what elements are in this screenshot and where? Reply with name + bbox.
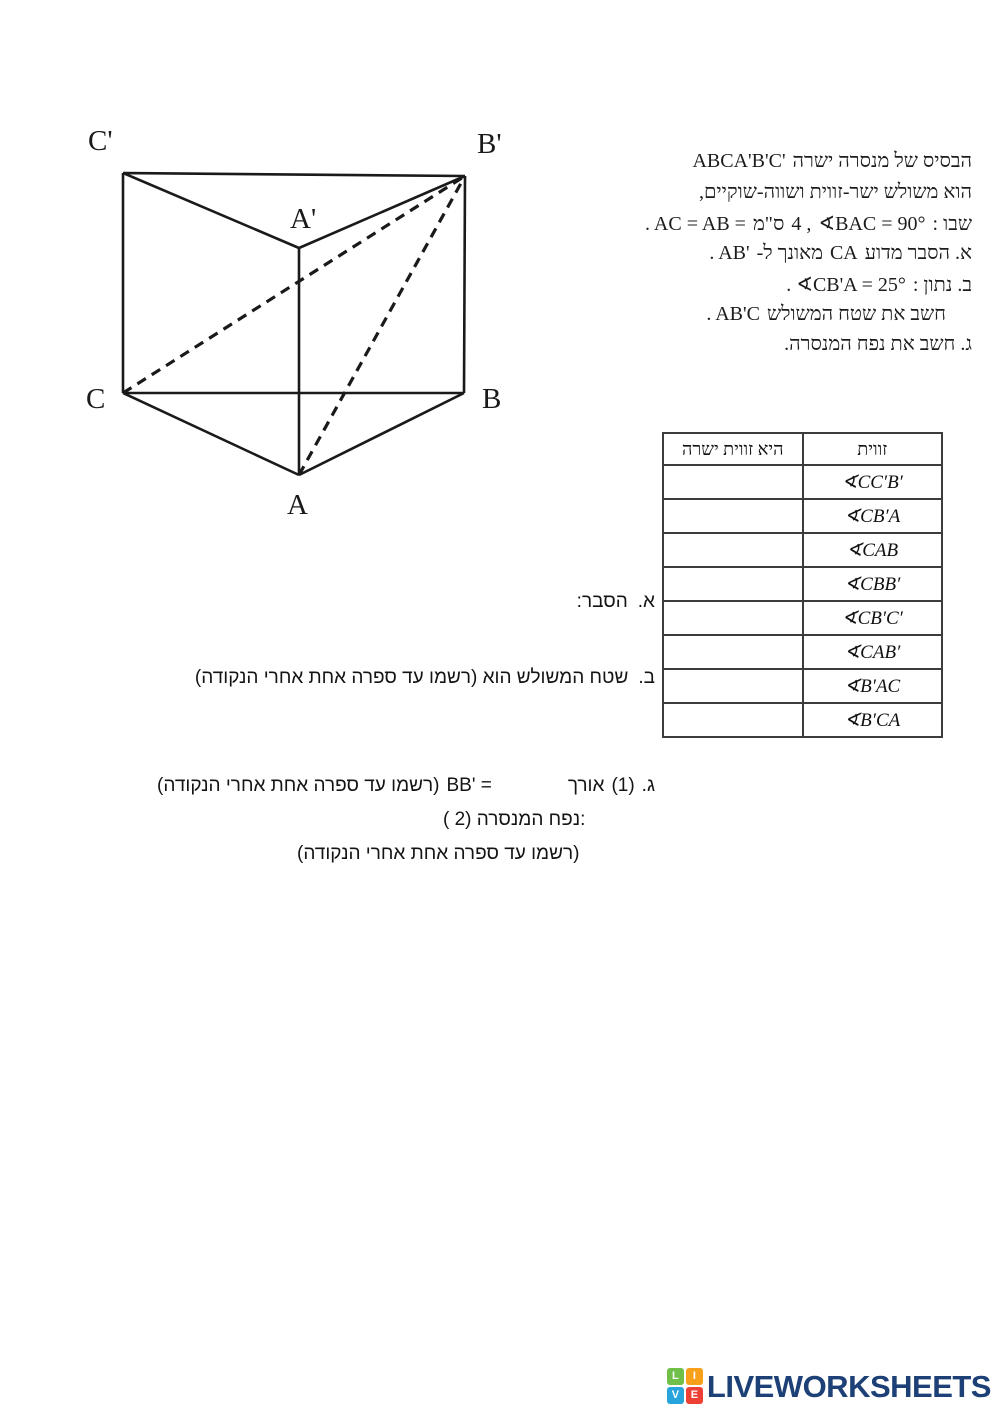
- answer-cell[interactable]: [663, 669, 803, 703]
- question-c2: [443, 809, 585, 831]
- problem-line-1-text: הבסיס של מנסרה ישרה: [792, 150, 972, 172]
- vertex-label-c-prime: C': [88, 125, 113, 157]
- triangle-ab-prime-c: . AB'C: [706, 302, 760, 325]
- liveworksheets-icon: [667, 1368, 703, 1404]
- vertex-label-b-prime: B': [477, 128, 502, 160]
- answer-cell[interactable]: [663, 533, 803, 567]
- problem-line-6: [532, 303, 972, 334]
- vertex-label-b: B: [482, 383, 502, 415]
- question-a-label: א.: [637, 591, 655, 612]
- given-angle-equation: ∢BAC = 90°: [818, 213, 926, 235]
- question-a: [577, 591, 655, 613]
- vertex-label-a: A: [287, 489, 308, 521]
- question-a-text: הסבר:: [576, 591, 628, 612]
- table-row: [663, 533, 942, 567]
- given-sides-equation: . AC = AB =: [645, 213, 746, 235]
- problem-line-7: [532, 333, 972, 364]
- compute-area-text: חשב את שטח המשולש: [766, 302, 946, 325]
- edge-atop-btop: [299, 176, 465, 248]
- question-c2-text: ( 2) נפח המנסרה:: [443, 809, 586, 830]
- angles-table: [662, 432, 943, 738]
- problem-statement: [532, 150, 972, 364]
- logo-tile-v: V: [667, 1387, 684, 1404]
- question-c3: [297, 843, 579, 865]
- angle-column-header: זווית: [803, 433, 943, 465]
- segment-ab-prime: . AB': [709, 241, 750, 264]
- table-row: [663, 703, 942, 737]
- part-c-prompt: ג. חשב את נפח המנסרה.: [784, 333, 972, 355]
- angle-cell: ∢CBB′: [803, 567, 943, 601]
- problem-line-1: [532, 150, 972, 181]
- vertex-label-c: C: [86, 383, 106, 415]
- prism-diagram: [60, 95, 510, 535]
- angle-cell: ∢B′AC: [803, 669, 943, 703]
- cm-unit: ס"מ: [752, 213, 785, 235]
- angle-cell: ∢CB′A: [803, 499, 943, 533]
- answer-cell[interactable]: [663, 567, 803, 601]
- answer-column-header: היא זווית ישרה: [663, 433, 803, 465]
- logo-wordmark: LIVEWORKSHEETS: [706, 1368, 991, 1404]
- part-b-given-text: ב. נתון :: [912, 274, 972, 296]
- prism-name: ABCA'B'C': [692, 150, 786, 172]
- edge-ctop-atop: [123, 173, 299, 248]
- edge-b-btop: [464, 176, 465, 393]
- table-header-row: [663, 433, 942, 465]
- vertex-label-a-prime: A': [290, 203, 317, 235]
- logo-tile-i: I: [686, 1368, 703, 1385]
- in-which-word: שבו :: [932, 213, 972, 235]
- table-row: [663, 635, 942, 669]
- given-angle-25: . ∢CB'A = 25°: [786, 274, 906, 296]
- liveworksheets-logo[interactable]: [667, 1368, 991, 1404]
- problem-line-4: [532, 242, 972, 273]
- question-c3-hint: (רשמו עד ספרה אחת אחרי הנקודה): [297, 843, 580, 864]
- length-word: אורך: [567, 775, 605, 796]
- answer-cell[interactable]: [663, 465, 803, 499]
- answer-cell[interactable]: [663, 635, 803, 669]
- table-row: [663, 465, 942, 499]
- question-b: [195, 667, 655, 689]
- question-c1-hint: (רשמו עד ספרה אחת אחרי הנקודה): [157, 775, 440, 796]
- table-row: [663, 601, 942, 635]
- logo-tile-l: L: [667, 1368, 684, 1385]
- edge-c-a: [123, 393, 299, 475]
- problem-line-5: [532, 272, 972, 303]
- answer-cell[interactable]: [663, 499, 803, 533]
- question-c1-number: (1): [611, 775, 635, 796]
- problem-line-2: [532, 181, 972, 212]
- length-answer-area[interactable]: [499, 790, 561, 791]
- answer-cell[interactable]: [663, 703, 803, 737]
- question-c-label: ג.: [641, 775, 655, 796]
- edge-ctop-btop: [123, 173, 465, 176]
- bb-prime-equals: BB' =: [446, 775, 492, 796]
- segment-ca: CA: [829, 241, 858, 264]
- diagonal-a-btop: [299, 176, 465, 475]
- question-b-label: ב.: [638, 667, 655, 688]
- question-c1: [157, 775, 655, 797]
- angle-cell: ∢CAB: [803, 533, 943, 567]
- table-row: [663, 567, 942, 601]
- angle-cell: ∢B′CA: [803, 703, 943, 737]
- logo-tile-e: E: [686, 1387, 703, 1404]
- question-b-text: שטח המשולש הוא (רשמו עד ספרה אחת אחרי הנקודה): [194, 667, 629, 688]
- table-row: [663, 669, 942, 703]
- table-row: [663, 499, 942, 533]
- angle-cell: ∢CAB′: [803, 635, 943, 669]
- part-a-prompt: א. הסבר מדוע: [864, 241, 972, 264]
- perpendicular-to-text: מאונך ל-: [756, 241, 823, 264]
- angle-cell: ∢CC′B′: [803, 465, 943, 499]
- edge-a-b: [299, 393, 464, 475]
- answer-cell[interactable]: [663, 601, 803, 635]
- angle-cell: ∢CB′C′: [803, 601, 943, 635]
- problem-line-2-text: הוא משולש ישר-זווית ושווה-שוקיים,: [698, 180, 972, 203]
- problem-line-3: [532, 211, 972, 242]
- side-length-value: 4 ,: [791, 213, 812, 235]
